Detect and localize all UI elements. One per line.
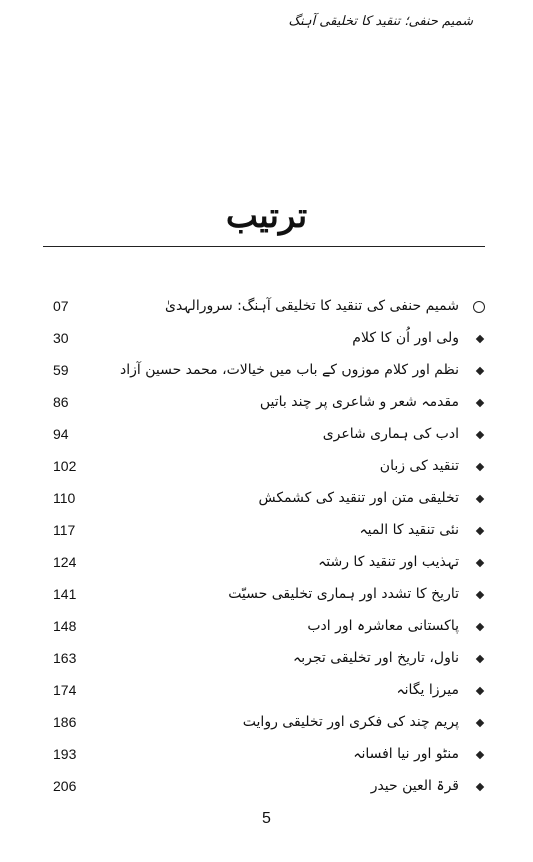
diamond-bullet-icon	[476, 495, 484, 503]
toc-entry	[43, 359, 485, 391]
toc-entry-title: تخلیقی متن اور تنقید کی کشمکش	[258, 490, 459, 506]
toc-entry	[43, 711, 485, 743]
toc-entry-title: تاریخ کا تشدد اور ہماری تخلیقی حسیّت	[228, 586, 459, 602]
toc-entry-page: 110	[53, 490, 76, 506]
toc-entry	[43, 423, 485, 455]
toc-entry-page: 117	[53, 522, 76, 538]
page-number: 5	[262, 810, 271, 827]
diamond-bullet-icon	[476, 527, 484, 535]
diamond-bullet-icon	[476, 591, 484, 599]
circle-icon	[473, 301, 485, 313]
toc-entry-title: منٹو اور نیا افسانہ	[353, 746, 459, 762]
toc-entry	[43, 679, 485, 711]
toc-entry-page: 148	[53, 618, 77, 634]
toc-entry	[43, 743, 485, 775]
diamond-bullet-icon	[476, 623, 484, 631]
toc-entry-title: میرزا یگانہ	[396, 682, 459, 698]
toc-entry-page: 94	[53, 426, 69, 442]
diamond-bullet-icon	[476, 687, 484, 695]
diamond-bullet-icon	[476, 399, 484, 407]
toc-entry-page: 186	[53, 714, 77, 730]
diamond-bullet-icon	[476, 335, 484, 343]
diamond-bullet-icon	[476, 367, 484, 375]
toc-entry	[43, 487, 485, 519]
toc-entry-title: تنقید کی زبان	[379, 458, 459, 474]
toc-entry-page: 174	[53, 682, 77, 698]
toc-entry-title: نئی تنقید کا المیہ	[359, 522, 459, 538]
toc-entry	[43, 551, 485, 583]
toc-entry-title: پریم چند کی فکری اور تخلیقی روایت	[242, 714, 459, 730]
toc-entry-title: تہذیب اور تنقید کا رشتہ	[318, 554, 459, 570]
toc-entry-title: ناول، تاریخ اور تخلیقی تجربہ	[293, 650, 459, 666]
toc-entry-page: 86	[53, 394, 69, 410]
toc-entry	[43, 391, 485, 423]
toc-entry-page: 59	[53, 362, 69, 378]
toc-entry-title: مقدمہ شعر و شاعری پر چند باتیں	[259, 394, 459, 410]
toc-entry	[43, 519, 485, 551]
toc-title: ترتیب	[225, 196, 308, 236]
diamond-bullet-icon	[476, 751, 484, 759]
toc-entry-title: ولی اور اُن کا کلام	[352, 330, 459, 346]
toc-entry-title: پاکستانی معاشرہ اور ادب	[307, 618, 459, 634]
toc-entry-page: 206	[53, 778, 77, 794]
toc-entry	[43, 775, 485, 807]
toc-entry	[43, 583, 485, 615]
toc-entry	[43, 295, 485, 327]
running-head: شمیم حنفی؛ تنقید کا تخلیقی آہنگ	[288, 14, 473, 29]
diamond-bullet-icon	[476, 719, 484, 727]
diamond-bullet-icon	[476, 783, 484, 791]
toc-entry-title: نظم اور کلام موزوں کے باب میں خیالات، محمد حسین آزاد	[119, 362, 459, 378]
toc-entry-page: 102	[53, 458, 77, 474]
toc-entry-title: قرۃ العین حیدر	[370, 778, 459, 794]
toc-list	[43, 295, 485, 807]
toc-entry-page: 07	[53, 298, 69, 314]
toc-entry-title: شمیم حنفی کی تنقید کا تخلیقی آہنگ: سرورالہدیٰ	[165, 298, 459, 314]
toc-entry-page: 163	[53, 650, 77, 666]
toc-entry	[43, 615, 485, 647]
toc-entry-page: 30	[53, 330, 69, 346]
toc-entry-page: 193	[53, 746, 77, 762]
diamond-bullet-icon	[476, 559, 484, 567]
toc-entry-page: 141	[53, 586, 77, 602]
toc-entry	[43, 327, 485, 359]
toc-entry	[43, 647, 485, 679]
title-rule	[43, 246, 485, 247]
toc-entry	[43, 455, 485, 487]
diamond-bullet-icon	[476, 655, 484, 663]
toc-entry-page: 124	[53, 554, 77, 570]
toc-entry-title: ادب کی ہماری شاعری	[322, 426, 459, 442]
diamond-bullet-icon	[476, 431, 484, 439]
diamond-bullet-icon	[476, 463, 484, 471]
